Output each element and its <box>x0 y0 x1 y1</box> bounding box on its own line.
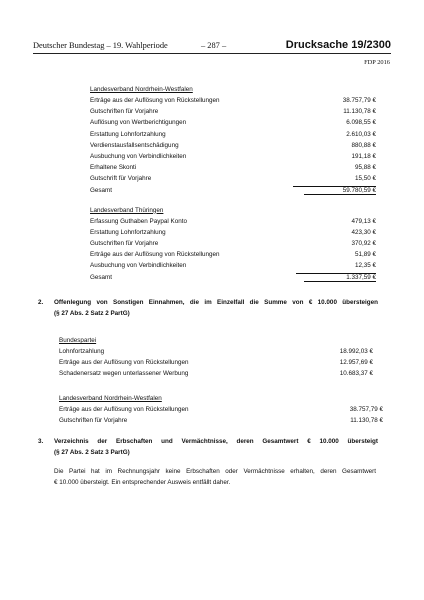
section-nrw-1 <box>90 84 376 283</box>
table-row: Schadenersatz wegen unterlassener Werbung 10.683,37 € <box>59 370 373 378</box>
header-rule <box>33 53 391 54</box>
table-row: Ausbuchung von Verbindlichkeiten 191,18 € <box>90 152 376 160</box>
table-row: Erfassung Guthaben Paypal Konto 479,13 € <box>90 217 376 225</box>
item-2-heading: 2. Offenlegung von Sonstigen Einnahmen, die im Einzelfall die Summe von € 10.000 übersteigen (§ 27 Abs. 2 Satz 2 PartG) <box>38 299 378 317</box>
item-3-legal-ref: (§ 27 Abs. 2 Satz 3 PartG) <box>54 449 130 456</box>
table-row: Gutschriften für Vorjahre 11.130,78 € <box>59 417 383 425</box>
party-label: FDP 2016 <box>364 59 390 66</box>
table-total-row: Gesamt 1.337,59 € <box>90 272 376 283</box>
table-row: Lohnfortzahlung 18.992,03 € <box>59 348 373 355</box>
page-header <box>33 41 391 53</box>
section-title: Landesverband Thüringen <box>90 206 164 214</box>
table-row: Gutschriften für Vorjahre 11.130,78 € <box>90 108 376 116</box>
table-row: Verdienstausfallsentschädigung 880,88 € <box>90 141 376 149</box>
table-row: Erträge aus der Auflösung von Rückstellungen 38.757,79 € <box>59 406 383 413</box>
table-row: Erträge aus der Auflösung von Rückstellungen 38.757,79 € <box>90 97 376 104</box>
item-3-paragraph: Die Partei hat im Rechnungsjahr keine Erbschaften oder Vermächtnisse erhalten, deren Gesamtwert € 10.000 übersteigt. Ein entsprechender Ausweis entfällt daher. <box>54 468 376 486</box>
table-row: Auflösung von Wertberichtigungen 6.098,55 € <box>90 119 376 127</box>
table-row: Gutschrift für Vorjahre 15,50 € <box>90 175 376 183</box>
table-row: Erstattung Lohnfortzahlung 423,30 € <box>90 228 376 236</box>
item-3-title: Verzeichnis der Erbschaften und Vermächtnisse, deren Gesamtwert € 10.000 übersteigt <box>54 438 378 445</box>
section-title: Landesverband Nordrhein-Westfalen <box>59 395 162 402</box>
item-2-title: Offenlegung von Sonstigen Einnahmen, die im Einzelfall die Summe von € 10.000 übersteigen <box>54 299 378 306</box>
table-row: Erstattung Lohnfortzahlung 2.610,03 € <box>90 130 376 138</box>
header-document-number: Drucksache 19/2300 <box>285 39 391 51</box>
section-nrw-2 <box>59 393 383 426</box>
header-page-number: – 287 – <box>201 41 227 50</box>
table-row: Gutschriften für Vorjahre 370,92 € <box>90 240 376 248</box>
table-row: Erträge aus der Auflösung von Rückstellungen 51,89 € <box>90 251 376 259</box>
section-bundespartei <box>59 335 373 380</box>
table-row: Ausbuchung von Verbindlichkeiten 12,35 € <box>90 262 376 270</box>
item-2-legal-ref: (§ 27 Abs. 2 Satz 2 PartG) <box>54 310 130 317</box>
header-parliament: Deutscher Bundestag – 19. Wahlperiode <box>33 41 168 50</box>
section-title: Bundespartei <box>59 337 97 344</box>
item-3-heading: 3. Verzeichnis der Erbschaften und Vermächtnisse, deren Gesamtwert € 10.000 übersteigt (§ 27 Abs. 2 Satz 3 PartG) <box>38 438 378 456</box>
table-row: Erhaltene Skonti 95,88 € <box>90 164 376 172</box>
section-title: Landesverband Nordrhein-Westfalen <box>90 86 193 93</box>
table-row: Erträge aus der Auflösung von Rückstellungen 12.957,69 € <box>59 359 373 367</box>
table-total-row: Gesamt 59.780,59 € <box>90 185 376 196</box>
